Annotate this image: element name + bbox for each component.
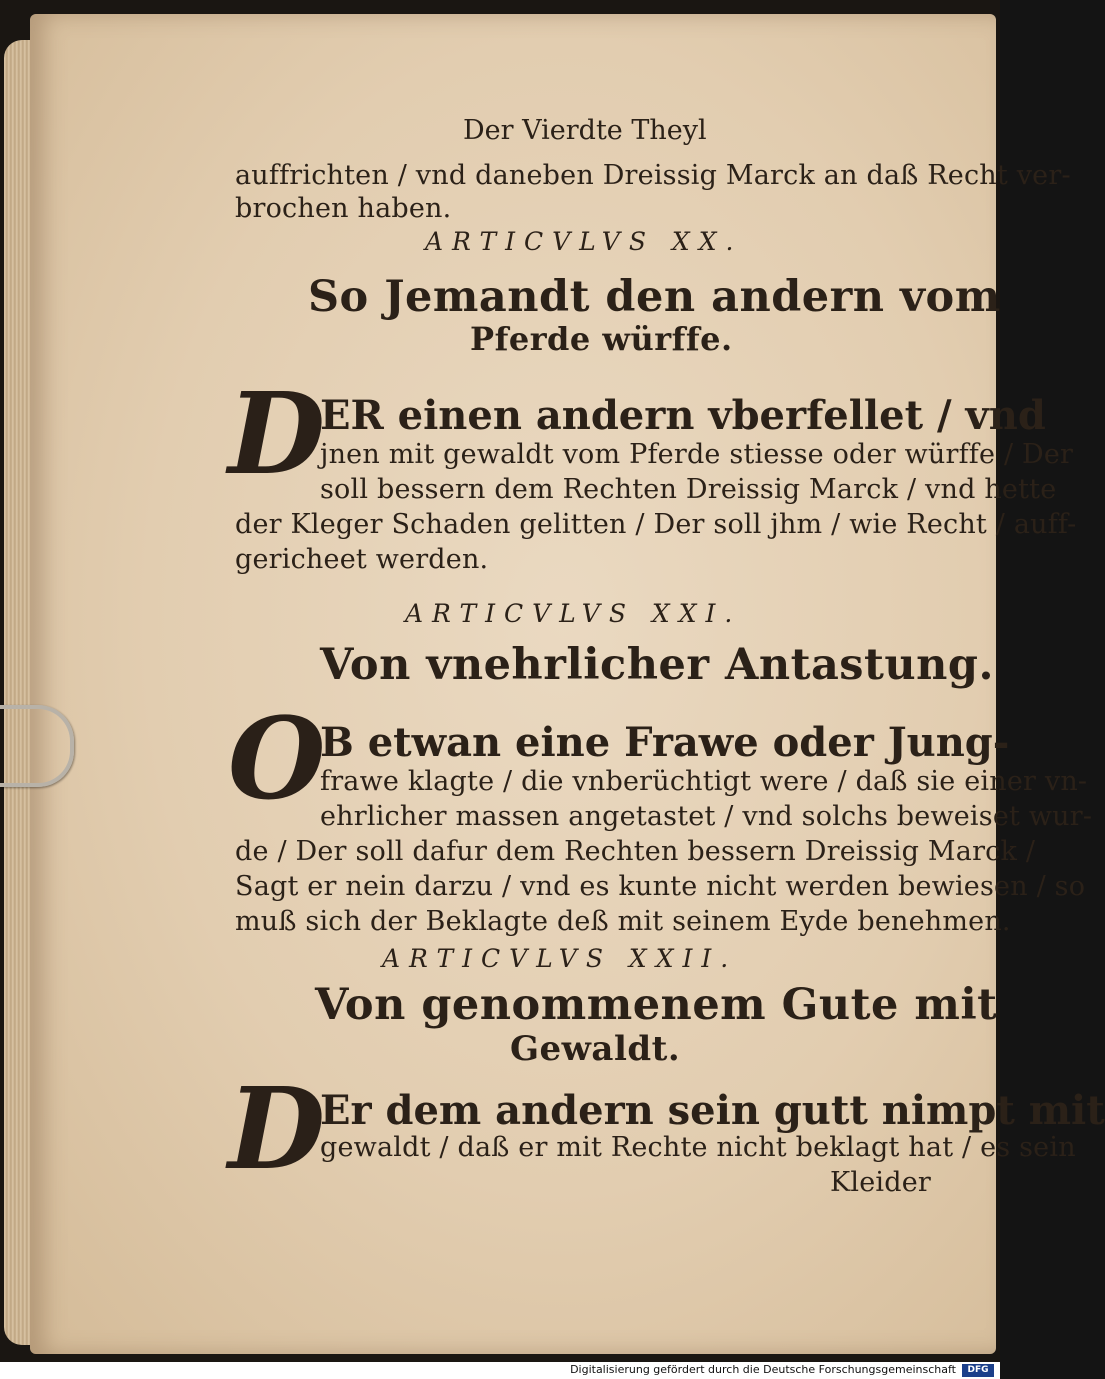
body-line: brochen haben. (235, 193, 452, 224)
article-title: So Jemandt den andern vom (308, 272, 1001, 322)
dfg-logo-icon: DFG (962, 1364, 994, 1377)
body-line: soll bessern dem Rechten Dreissig Marck / vnd hette (320, 474, 1057, 505)
body-line: gewaldt / daß er mit Rechte nicht beklagt hat / es sein (320, 1132, 1076, 1163)
running-head: Der Vierdte Theyl (463, 115, 707, 146)
article-title: Pferde würffe. (470, 320, 733, 358)
decorated-initial: O (228, 694, 326, 825)
decorated-initial: D (228, 369, 326, 500)
article-title: Gewaldt. (510, 1029, 681, 1069)
body-line: Sagt er nein darzu / vnd es kunte nicht werden bewiesen / so (235, 871, 1086, 902)
book-page (30, 14, 1105, 1354)
body-line: de / Der soll dafur dem Rechten bessern Dreissig Marck / (235, 836, 1036, 867)
body-line: frawe klagte / die vnberüchtigt were / daß sie einer vn- (320, 766, 1088, 797)
body-line: der Kleger Schaden gelitten / Der soll jhm / wie Recht / auff- (235, 509, 1077, 540)
body-line: gericheet werden. (235, 544, 489, 575)
body-line: auffrichten / vnd daneben Dreissig Marck an daß Recht ver- (235, 160, 1071, 191)
body-line: ER einen andern vberfellet / vnd (320, 392, 1046, 439)
footer-bar (0, 1362, 1000, 1379)
article-title: Von genommenem Gute mit (315, 980, 998, 1030)
body-line: muß sich der Beklagte deß mit seinem Eyde benehmen. (235, 906, 1011, 937)
body-line: B etwan eine Frawe oder Jung- (320, 719, 1010, 766)
article-title: Von vnehrlicher Antastung. (320, 640, 994, 690)
body-line: jnen mit gewaldt vom Pferde stiesse oder würffe / Der (320, 439, 1074, 470)
decorated-initial: D (228, 1064, 326, 1195)
paper-clip (0, 705, 74, 787)
article-heading: ARTICVLVS XXI. (405, 599, 742, 628)
article-heading: ARTICVLVS XX. (425, 227, 743, 256)
footer-credit: Digitalisierung gefördert durch die Deutsche Forschungsgemeinschaft (570, 1363, 956, 1376)
body-line: Er dem andern sein gutt nimpt mit (320, 1087, 1105, 1134)
body-line: ehrlicher massen angetastet / vnd solchs beweiset wur- (320, 801, 1093, 832)
article-heading: ARTICVLVS XXII. (382, 944, 738, 973)
catchword: Kleider (830, 1167, 931, 1198)
page-text (30, 14, 1105, 1354)
